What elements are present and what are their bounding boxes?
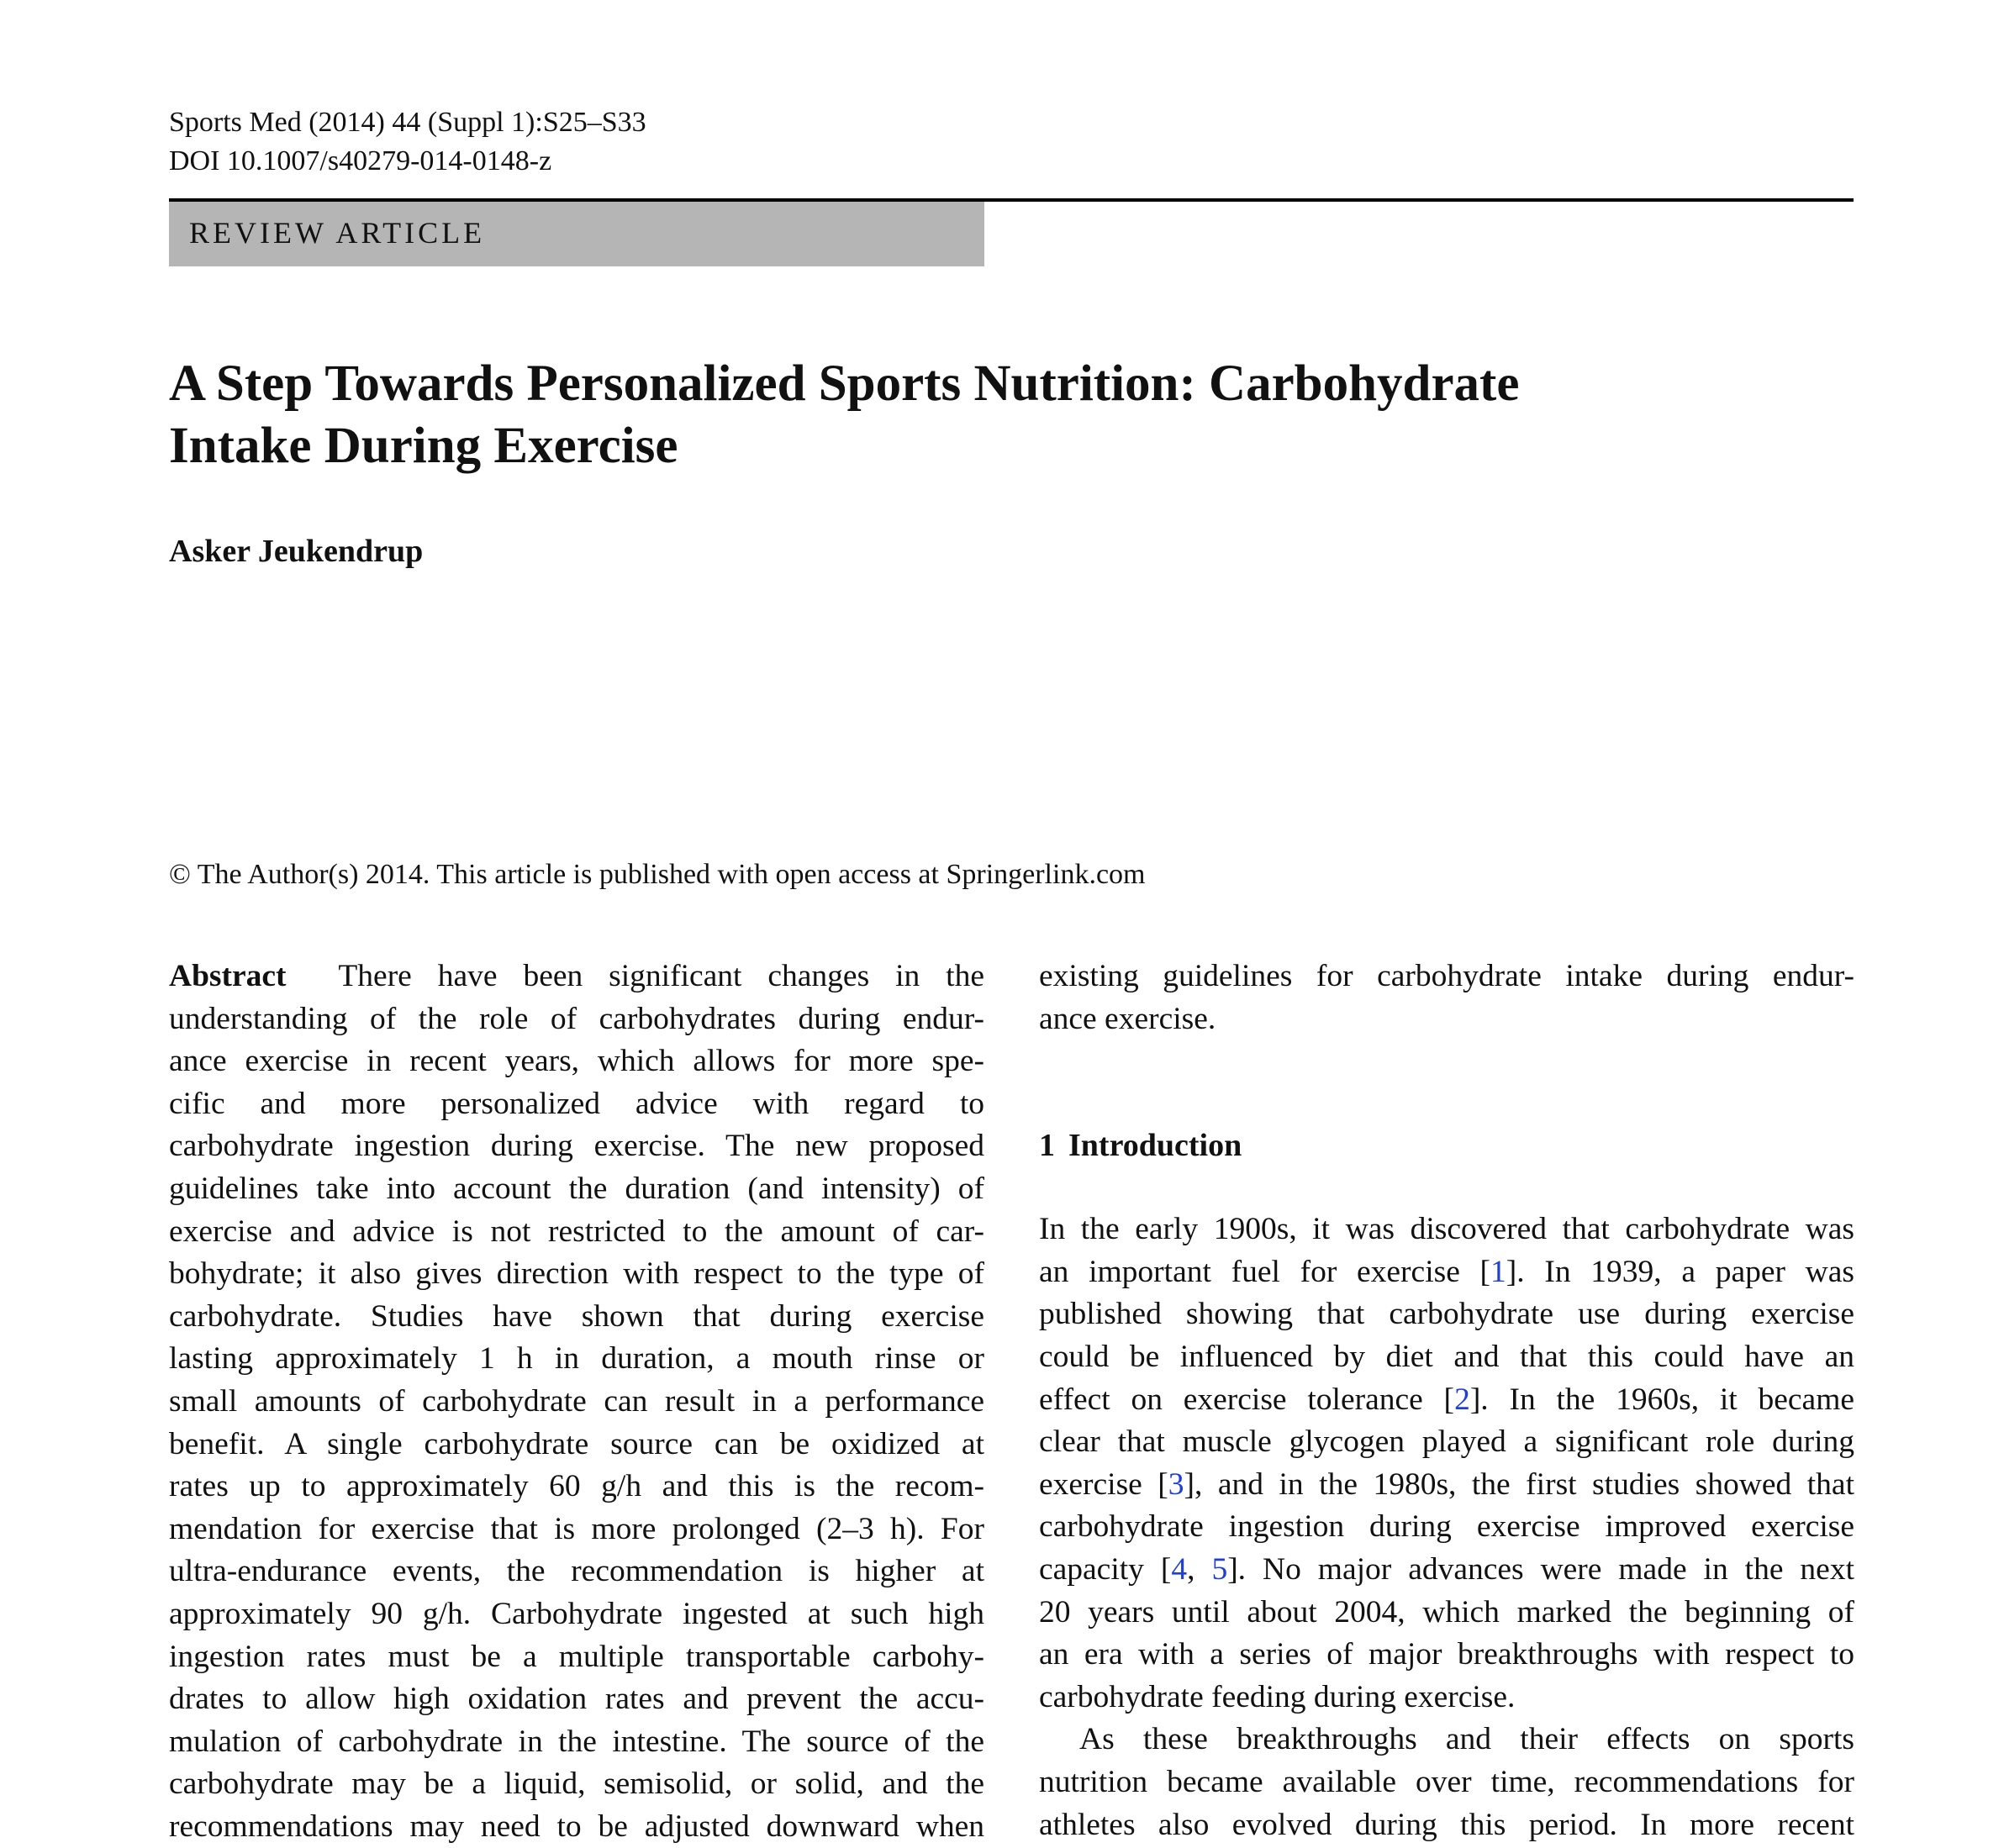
abstract-first-line (169, 956, 984, 998)
text-line: athletes also evolved during this period. In more recent (1039, 1807, 1854, 1842)
text-line: an important fuel for exercise [1]. In 1939, a paper was (1039, 1254, 1854, 1289)
abstract-line: ultra-endurance events, the recommendation is higher at (169, 1554, 984, 1589)
text-line: effect on exercise tolerance [2]. In the 1960s, it became (1039, 1382, 1854, 1417)
abstract-line: ance exercise in recent years, which allows for more spe- (169, 1044, 984, 1079)
text-line: published showing that carbohydrate use during exercise (1039, 1297, 1854, 1332)
text-line: In the early 1900s, it was discovered that carbohydrate was (1039, 1212, 1854, 1247)
abstract-line: carbohydrate. Studies have shown that during exercise (169, 1298, 984, 1334)
text-line: As these breakthroughs and their effects on sports (1079, 1722, 1854, 1757)
citation-link-4[interactable]: 4 (1171, 1551, 1188, 1587)
text-line: capacity [4, 5]. No major advances were made in the next (1039, 1551, 1854, 1587)
text-line: carbohydrate ingestion during exercise improved exercise (1039, 1509, 1854, 1545)
citation-link-5[interactable]: 5 (1211, 1551, 1228, 1587)
text-line: nutrition became available over time, recommendations for (1039, 1764, 1854, 1799)
text-line: could be influenced by diet and that this could have an (1039, 1339, 1854, 1374)
abstract-line: ingestion rates must be a multiple transportable carbohy- (169, 1639, 984, 1674)
section-heading-introduction (1039, 1124, 1854, 1166)
article-type-banner (169, 202, 984, 266)
section-number: 1 (1039, 1128, 1055, 1164)
text-line: carbohydrate feeding during exercise. (1039, 1679, 1516, 1714)
article-title (169, 353, 1766, 477)
journal-citation: Sports Med (2014) 44 (Suppl 1):S25–S33 (169, 107, 646, 138)
article-type-label: REVIEW ARTICLE (189, 216, 486, 250)
intro-paragraph-1 (1039, 1208, 1854, 1719)
abstract-line: guidelines take into account the duration (and intensity) of (169, 1171, 984, 1206)
abstract-line: existing guidelines for carbohydrate intake during endur- (1039, 959, 1854, 993)
abstract-line: mendation for exercise that is more prolonged (2–3 h). For (169, 1511, 984, 1546)
text-line: an era with a series of major breakthroughs with respect to (1039, 1637, 1854, 1672)
abstract-line: rates up to approximately 60 g/h and this is the recom- (169, 1469, 984, 1504)
abstract-line: cific and more personalized advice with regard to (169, 1086, 984, 1121)
text-line: exercise [3], and in the 1980s, the first studies showed that (1039, 1466, 1854, 1502)
copyright-notice: © The Author(s) 2014. This article is published with open access at Springerlink.com (169, 859, 1146, 890)
journal-doi: DOI 10.1007/s40279-014-0148-z (169, 145, 552, 176)
abstract-line: lasting approximately 1 h in duration, a mouth rinse or (169, 1341, 984, 1377)
abstract-body (169, 998, 984, 1848)
citation-link-1[interactable]: 1 (1490, 1254, 1506, 1289)
abstract-first-line-text: There have been significant changes in the (338, 959, 984, 993)
text-line: clear that muscle glycogen played a significant role during (1039, 1424, 1854, 1460)
abstract-line: ance exercise. (1039, 1001, 1216, 1036)
intro-paragraph-2 (1039, 1719, 1854, 1846)
article-title-line-1: A Step Towards Personalized Sports Nutrition: Carbohydrate (169, 355, 1520, 412)
abstract-line: exercise and advice is not restricted to the amount of car- (169, 1214, 984, 1249)
abstract-line: understanding of the role of carbohydrates during endur- (169, 1001, 984, 1036)
abstract-line: small amounts of carbohydrate can result in a performance (169, 1383, 984, 1419)
citation-link-3[interactable]: 3 (1168, 1466, 1184, 1502)
abstract-line: recommendations may need to be adjusted downward when (169, 1809, 984, 1844)
abstract-line: benefit. A single carbohydrate source can be oxidized at (169, 1426, 984, 1461)
author-name: Asker Jeukendrup (169, 534, 424, 569)
abstract-line: approximately 90 g/h. Carbohydrate ingested at such high (169, 1596, 984, 1631)
left-column (169, 956, 984, 1848)
text-line: 20 years until about 2004, which marked the beginning of (1039, 1594, 1854, 1630)
article-title-line-2: Intake During Exercise (169, 418, 678, 474)
citation-link-2[interactable]: 2 (1454, 1382, 1470, 1417)
abstract-label: Abstract (169, 959, 287, 993)
abstract-line: carbohydrate ingestion during exercise. The new proposed (169, 1129, 984, 1164)
abstract-continued (1039, 956, 1854, 1040)
section-title: Introduction (1068, 1128, 1242, 1164)
right-column (1039, 956, 1854, 1846)
abstract-line: mulation of carbohydrate in the intestine. The source of the (169, 1724, 984, 1759)
abstract-line: carbohydrate may be a liquid, semisolid, or solid, and the (169, 1766, 984, 1802)
abstract-line: drates to allow high oxidation rates and prevent the accu- (169, 1682, 984, 1717)
abstract-line: bohydrate; it also gives direction with respect to the type of (169, 1256, 984, 1292)
